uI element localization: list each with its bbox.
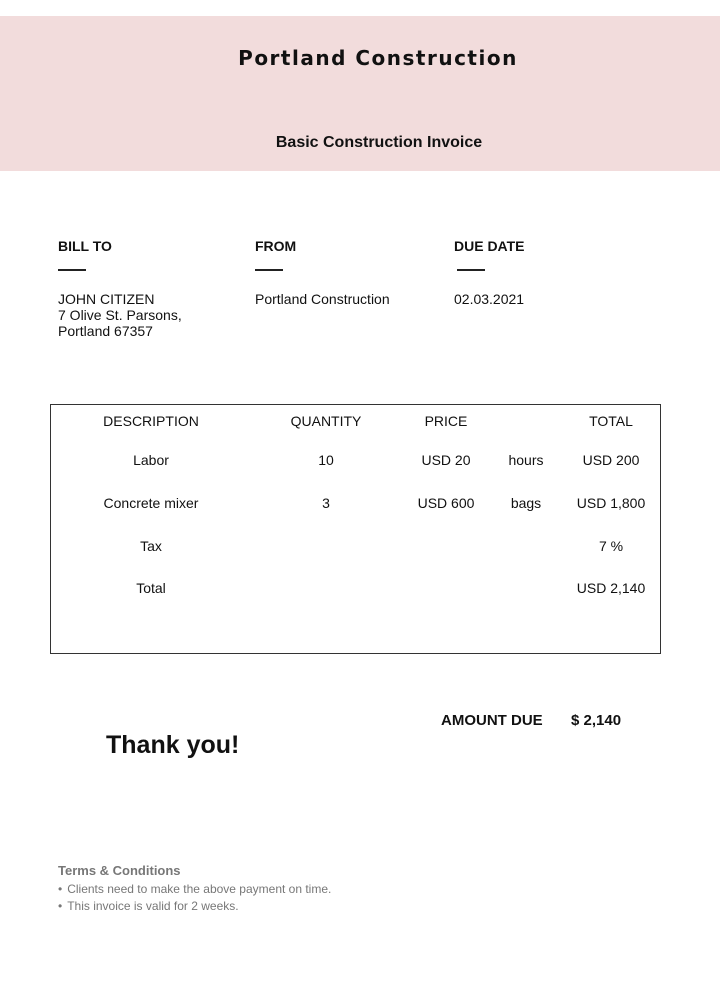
- from-label: FROM: [255, 238, 297, 254]
- row-mixer-description: Concrete mixer: [103, 495, 199, 511]
- row-tax-total: 7 %: [598, 538, 624, 554]
- from-name: Portland Construction: [255, 291, 390, 307]
- row-mixer-total: USD 1,800: [576, 495, 646, 511]
- row-labor-unit: hours: [508, 452, 544, 468]
- row-labor-description: Labor: [133, 452, 169, 468]
- terms-item: [58, 898, 331, 915]
- row-labor-quantity: 10: [318, 452, 334, 468]
- bill-to-name: JOHN CITIZEN: [58, 291, 155, 307]
- terms-item-text: This invoice is valid for 2 weeks.: [67, 899, 239, 913]
- terms-title: Terms & Conditions: [58, 863, 181, 878]
- bill-to-label: BILL TO: [58, 238, 112, 254]
- from-section: [255, 238, 390, 307]
- bullet-icon: •: [58, 899, 63, 913]
- row-total-value: USD 2,140: [576, 580, 646, 596]
- due-date-divider: [457, 269, 485, 271]
- from-divider: [255, 269, 283, 271]
- row-labor-price: USD 20: [421, 452, 471, 468]
- thank-you-message: Thank you!: [106, 731, 240, 759]
- column-header-total: TOTAL: [589, 413, 633, 429]
- bill-to-section: [58, 238, 182, 339]
- amount-due-label: AMOUNT DUE: [441, 712, 543, 729]
- column-header-quantity: QUANTITY: [290, 413, 362, 429]
- row-mixer-price: USD 600: [417, 495, 475, 511]
- bill-to-details: [58, 291, 182, 339]
- column-header-price: PRICE: [424, 413, 468, 429]
- bill-to-divider: [58, 269, 86, 271]
- invoice-subtitle: Basic Construction Invoice: [275, 134, 483, 151]
- terms-item-text: Clients need to make the above payment on time.: [67, 882, 332, 896]
- line-items-table: [50, 404, 661, 654]
- terms-section: [58, 863, 331, 915]
- column-header-description: DESCRIPTION: [103, 413, 199, 429]
- amount-due-value: $ 2,140: [571, 712, 622, 729]
- row-labor-total: USD 200: [582, 452, 640, 468]
- bill-to-address-line2: Portland 67357: [58, 323, 153, 339]
- company-name: Portland Construction: [238, 46, 518, 70]
- bullet-icon: •: [58, 882, 63, 896]
- bill-to-address-line1: 7 Olive St. Parsons,: [58, 307, 182, 323]
- due-date-section: [454, 238, 525, 307]
- row-total-description: Total: [136, 580, 166, 596]
- terms-item: [58, 881, 331, 898]
- row-mixer-unit: bags: [510, 495, 542, 511]
- row-mixer-quantity: 3: [322, 495, 330, 511]
- row-tax-description: Tax: [140, 538, 162, 554]
- due-date-label: DUE DATE: [454, 238, 525, 254]
- due-date-value: 02.03.2021: [454, 291, 525, 307]
